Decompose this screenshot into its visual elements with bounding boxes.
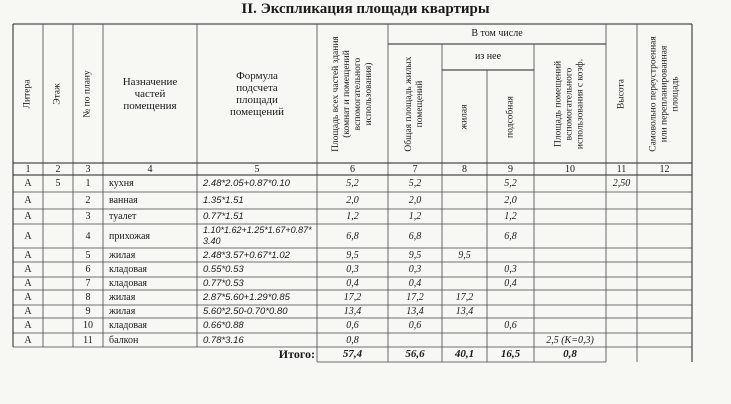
cell-area-total: 0,6 <box>408 320 422 331</box>
cell-formula: 0.55*0.53 <box>203 264 244 275</box>
cell-name: кухня <box>109 178 134 189</box>
header-naznachenie: Назначение частей помещения <box>122 75 178 112</box>
totals-area-all: 57,4 <box>342 348 363 360</box>
column-number: 3 <box>85 163 91 175</box>
header-vspomogatelnaya: Площадь помещений вспомогательного использования с коэф. <box>553 58 586 149</box>
cell-aux: 0,4 <box>504 278 517 289</box>
cell-no: 6 <box>85 264 91 275</box>
cell-litera: А <box>24 334 32 346</box>
cell-vspom: 2,5 (К=0,3) <box>546 334 594 346</box>
cell-formula: 5.60*2.50-0.70*0.80 <box>203 306 288 317</box>
header-podsobnaya: подсобная <box>505 95 515 138</box>
cell-area-total: 17,2 <box>406 292 424 303</box>
cell-area-all: 0,8 <box>346 334 359 346</box>
cell-aux: 6,8 <box>504 230 517 242</box>
cell-litera: А <box>24 195 32 206</box>
column-number: 1 <box>25 163 31 175</box>
cell-no: 10 <box>83 320 93 331</box>
cell-name: жилая <box>109 306 136 317</box>
cell-litera: А <box>24 249 32 261</box>
cell-litera: А <box>24 211 32 222</box>
cell-aux: 1,2 <box>504 211 517 222</box>
cell-name: прихожая <box>109 230 151 242</box>
header-iz-nee: из нее <box>474 51 502 62</box>
header-no-po-planu: № по плану <box>82 69 93 118</box>
header-v-tom-chisle: В том числе <box>471 28 523 39</box>
cell-living: 13,4 <box>455 306 474 317</box>
cell-area-all: 13,4 <box>343 306 362 317</box>
cell-area-total: 6,8 <box>408 230 422 242</box>
cell-litera: А <box>24 292 32 303</box>
cell-name: ванная <box>109 195 138 206</box>
cell-area-all: 1,2 <box>346 211 359 222</box>
totals-vspom: 0,8 <box>563 348 577 360</box>
cell-formula: 2.48*2.05+0.87*0.10 <box>203 178 290 189</box>
cell-area-all: 6,8 <box>346 230 359 242</box>
cell-name: жилая <box>109 292 136 303</box>
cell-area-total: 0,3 <box>408 264 422 275</box>
cell-name: туалет <box>109 211 137 222</box>
cell-no: 11 <box>83 334 93 346</box>
cell-height: 2,50 <box>612 178 631 189</box>
cell-name: кладовая <box>109 320 148 331</box>
cell-area-all: 0,3 <box>346 264 359 275</box>
column-number: 11 <box>616 163 627 175</box>
header-zhilaya: жилая <box>459 104 469 129</box>
column-number: 9 <box>508 163 513 175</box>
cell-litera: А <box>24 306 32 317</box>
cell-aux: 0,6 <box>504 320 517 331</box>
cell-litera: А <box>24 230 32 242</box>
cell-formula: 2.48*3.57+0.67*1.02 <box>203 249 290 261</box>
cell-area-all: 2,0 <box>346 195 359 206</box>
cell-aux: 5,2 <box>504 178 517 189</box>
cell-area-all: 0,4 <box>346 278 359 289</box>
cell-no: 9 <box>85 306 91 317</box>
header-obshchaya: Общая площадь жилых помещений <box>404 55 425 152</box>
header-vysota: Высота <box>616 78 626 109</box>
cell-area-all: 17,2 <box>343 292 362 303</box>
cell-litera: А <box>24 278 32 289</box>
cell-formula: 0.78*3.16 <box>203 334 244 346</box>
cell-area-all: 9,5 <box>346 249 359 261</box>
cell-formula: 1.35*1.51 <box>203 195 244 206</box>
cell-name: кладовая <box>109 278 148 289</box>
cell-no: 2 <box>85 195 91 206</box>
cell-formula: 0.66*0.88 <box>203 320 244 331</box>
column-number: 4 <box>147 163 153 175</box>
totals-aux: 16,5 <box>500 348 521 360</box>
cell-area-all: 0,6 <box>346 320 359 331</box>
header-formula: Формула подсчета площади помещений <box>229 69 285 118</box>
column-number: 8 <box>462 163 467 175</box>
cell-name: балкон <box>109 334 139 346</box>
cell-no: 4 <box>85 230 91 242</box>
cell-no: 1 <box>85 178 91 189</box>
column-number: 5 <box>254 163 260 175</box>
header-samovolno: Самовольно переустроенная или перепланированная площадь <box>648 35 680 152</box>
cell-area-all: 5,2 <box>346 178 359 189</box>
cell-area-total: 1,2 <box>408 211 422 222</box>
totals-area-total: 56,6 <box>405 348 425 360</box>
cell-etazh: 5 <box>55 178 61 189</box>
cell-litera: А <box>24 320 32 331</box>
cell-formula: 0.77*0.53 <box>203 278 244 289</box>
column-number: 2 <box>55 163 61 175</box>
column-number: 7 <box>412 163 418 175</box>
column-number: 10 <box>565 163 575 175</box>
cell-area-total: 9,5 <box>408 249 422 261</box>
cell-formula: 1.10*1.62+1.25*1.67+0.87*3.40 <box>203 225 312 246</box>
cell-no: 8 <box>85 292 91 303</box>
cell-no: 5 <box>85 249 91 261</box>
cell-living: 17,2 <box>455 292 474 303</box>
cell-no: 3 <box>85 211 91 222</box>
totals-label: Итого: <box>278 348 315 361</box>
cell-no: 7 <box>85 278 91 289</box>
column-number: 6 <box>350 163 355 175</box>
cell-area-total: 5,2 <box>408 178 422 189</box>
header-litera: Литера <box>22 79 33 108</box>
cell-area-total: 2,0 <box>408 195 422 206</box>
cell-litera: А <box>24 178 32 189</box>
header-etazh: Этаж <box>52 82 63 105</box>
cell-aux: 2,0 <box>504 195 517 206</box>
totals-living: 40,1 <box>454 348 475 360</box>
cell-living: 9,5 <box>458 249 471 261</box>
cell-area-total: 13,4 <box>406 306 424 317</box>
cell-litera: А <box>24 264 32 275</box>
header-ploshchad-vsekh: Площадь всех частей здания (комнат и помещений вспомогательного использования) <box>330 35 374 152</box>
cell-name: кладовая <box>109 264 148 275</box>
column-number: 12 <box>659 163 670 175</box>
cell-aux: 0,3 <box>504 264 517 275</box>
cell-area-total: 0,4 <box>408 278 422 289</box>
cell-formula: 0.77*1.51 <box>203 211 244 222</box>
page-title: II. Экспликация площади квартиры <box>241 1 490 17</box>
cell-name: жилая <box>109 249 136 261</box>
cell-formula: 2.87*5.60+1.29*0.85 <box>203 292 290 303</box>
